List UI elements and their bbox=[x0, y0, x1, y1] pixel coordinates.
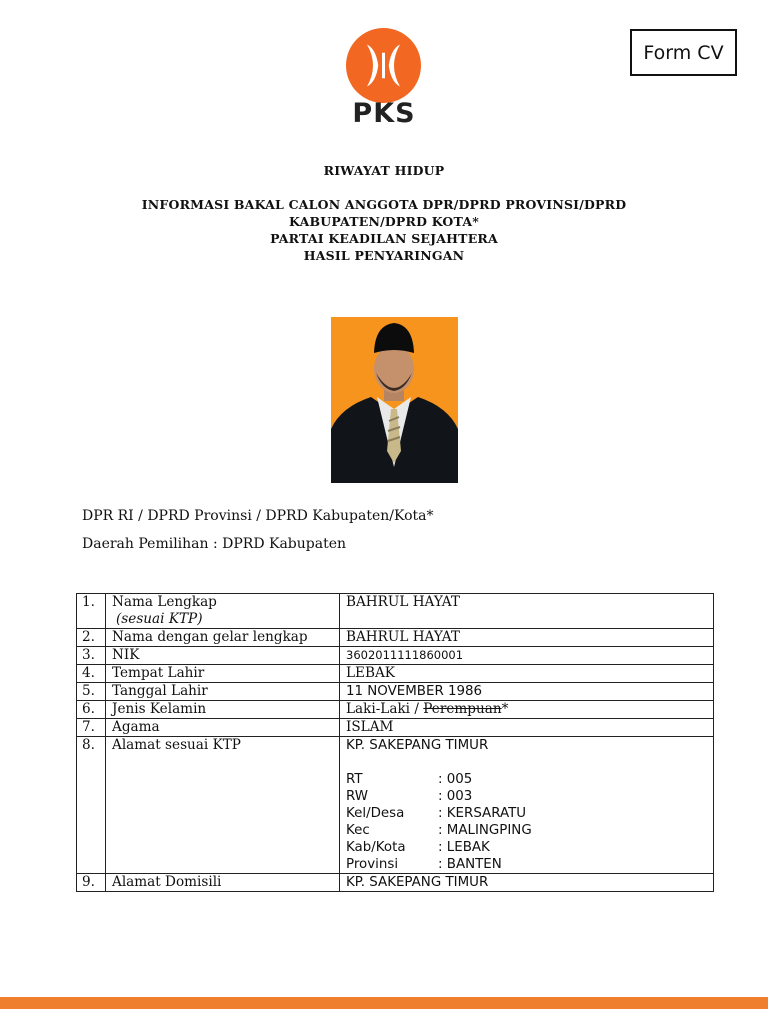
gender-selected: Laki-Laki / bbox=[346, 701, 424, 717]
row-number: 3. bbox=[77, 647, 106, 665]
subtitle-line: INFORMASI BAKAL CALON ANGGOTA DPR/DPRD PROVINSI/DPRD bbox=[141, 197, 627, 212]
address-val: : MALINGPING bbox=[438, 823, 532, 838]
row-value: ISLAM bbox=[340, 719, 714, 737]
table-row bbox=[77, 683, 714, 701]
row-label: Tempat Lahir bbox=[106, 665, 340, 683]
row-value: BAHRUL HAYAT bbox=[340, 629, 714, 647]
table-row bbox=[77, 629, 714, 647]
row-value: KP. SAKEPANG TIMUR bbox=[340, 874, 714, 892]
table-row bbox=[77, 594, 714, 629]
candidate-photo bbox=[331, 317, 458, 483]
row-value: 3602011111860001 bbox=[340, 647, 714, 665]
table-row bbox=[77, 874, 714, 892]
table-row bbox=[77, 719, 714, 737]
row-value: BAHRUL HAYAT bbox=[340, 594, 714, 629]
portrait-image bbox=[331, 317, 458, 483]
address-key: Kab/Kota bbox=[346, 840, 406, 855]
row-number: 8. bbox=[77, 737, 106, 874]
row-label: Alamat Domisili bbox=[106, 874, 340, 892]
address-key: RW bbox=[346, 789, 369, 804]
gender-struck: Perempuan bbox=[423, 701, 502, 717]
address-spacer bbox=[346, 754, 708, 771]
address-line bbox=[346, 771, 708, 788]
row-value: 11 NOVEMBER 1986 bbox=[340, 683, 714, 701]
cv-table bbox=[76, 593, 714, 892]
document-subtitle bbox=[0, 196, 768, 264]
pks-crescent-icon bbox=[346, 28, 421, 103]
chamber-line: DPR RI / DPRD Provinsi / DPRD Kabupaten/Kota* bbox=[82, 508, 434, 524]
footer-accent-bar bbox=[0, 997, 768, 1009]
row-number: 7. bbox=[77, 719, 106, 737]
row-number: 5. bbox=[77, 683, 106, 701]
document-title: RIWAYAT HIDUP bbox=[323, 163, 445, 178]
address-val: : BANTEN bbox=[438, 857, 502, 872]
row-number: 6. bbox=[77, 701, 106, 719]
address-val: : KERSARATU bbox=[438, 806, 527, 821]
form-cv-label: Form CV bbox=[630, 29, 737, 76]
address-val: : 003 bbox=[438, 789, 473, 804]
table-row bbox=[77, 701, 714, 719]
gender-note: * bbox=[501, 701, 509, 717]
row-label: Jenis Kelamin bbox=[106, 701, 340, 719]
table-row bbox=[77, 647, 714, 665]
address-key: RT bbox=[346, 772, 363, 787]
subtitle-line: KABUPATEN/DPRD KOTA* bbox=[289, 214, 479, 229]
row-label: NIK bbox=[106, 647, 340, 665]
address-key: Provinsi bbox=[346, 857, 399, 872]
table-row bbox=[77, 665, 714, 683]
address-key: Kec bbox=[346, 823, 370, 838]
row-label bbox=[106, 594, 340, 629]
row-value bbox=[340, 737, 714, 874]
row-number: 1. bbox=[77, 594, 106, 629]
pks-logo-text: PKS bbox=[352, 98, 416, 129]
address-street: KP. SAKEPANG TIMUR bbox=[346, 738, 489, 753]
pks-logo bbox=[337, 28, 431, 132]
address-line bbox=[346, 839, 708, 856]
address-line bbox=[346, 856, 708, 873]
row-value: LEBAK bbox=[340, 665, 714, 683]
address-val: : LEBAK bbox=[438, 840, 490, 855]
row-value bbox=[340, 701, 714, 719]
subtitle-line: PARTAI KEADILAN SEJAHTERA bbox=[270, 231, 498, 246]
address-key: Kel/Desa bbox=[346, 806, 405, 821]
row-label: Alamat sesuai KTP bbox=[106, 737, 340, 874]
row-label: Nama dengan gelar lengkap bbox=[106, 629, 340, 647]
row-number: 9. bbox=[77, 874, 106, 892]
table-row bbox=[77, 737, 714, 874]
subtitle-line: HASIL PENYARINGAN bbox=[303, 248, 465, 263]
label-note: (sesuai KTP) bbox=[116, 611, 203, 627]
address-line bbox=[346, 805, 708, 822]
address-line bbox=[346, 822, 708, 839]
address-line bbox=[346, 788, 708, 805]
row-label: Tanggal Lahir bbox=[106, 683, 340, 701]
electoral-district-line: Daerah Pemilihan : DPRD Kabupaten bbox=[82, 536, 347, 552]
row-number: 2. bbox=[77, 629, 106, 647]
address-val: : 005 bbox=[438, 772, 473, 787]
row-number: 4. bbox=[77, 665, 106, 683]
label-text: Nama Lengkap bbox=[112, 594, 217, 610]
row-label: Agama bbox=[106, 719, 340, 737]
